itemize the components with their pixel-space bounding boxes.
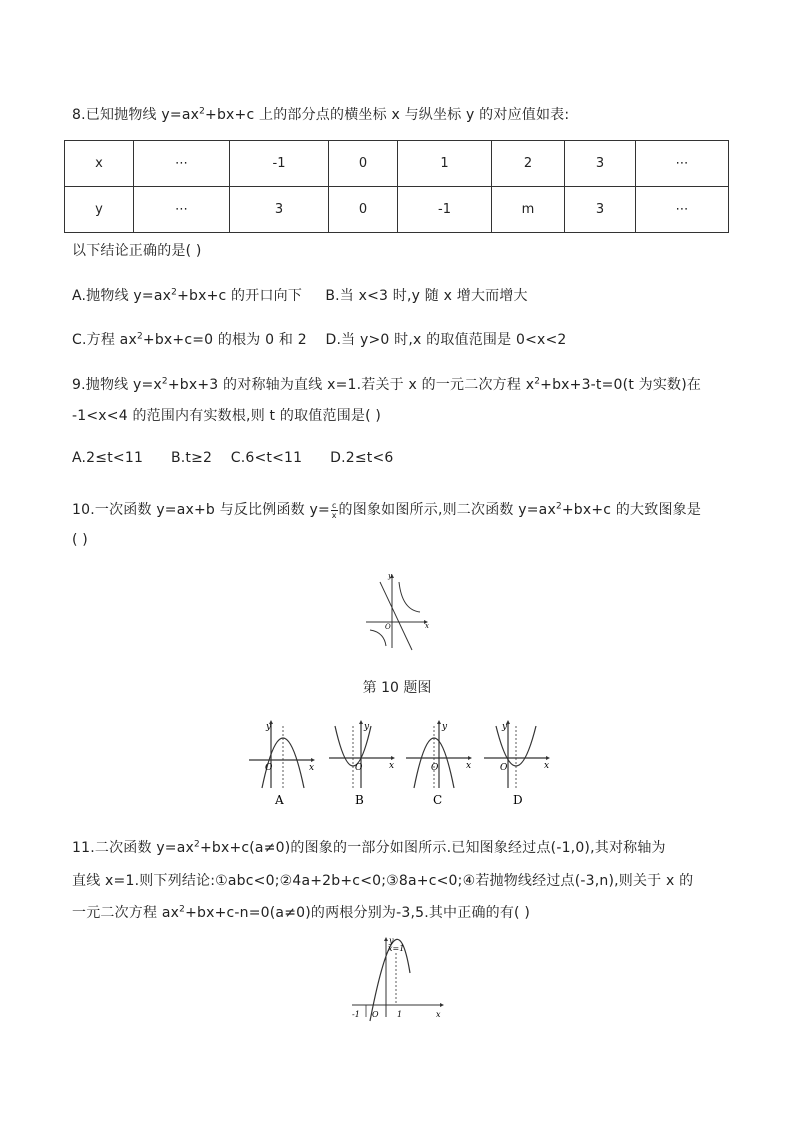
table-cell: m [492, 187, 565, 233]
neg-one-label: -1 [352, 1010, 360, 1019]
q9-stem-line1: 9.抛物线 $y=x^2+bx+3$ 的对称轴为直线 x=1.若关于 x 的一元二次方程 $x^2+bx+3-t=0(t$ 为实数)在 [72, 376, 702, 393]
x-axis-arrow [440, 1003, 444, 1007]
q10-option-c-graph [402, 718, 482, 808]
q8-option-a: A.抛物线 $y=ax^2+bx+c$ 的开口向下 [72, 287, 303, 304]
hyperbola-branch-q1 [399, 582, 420, 612]
option-b-label: B [355, 793, 364, 807]
svg-text:y: y [502, 722, 508, 732]
q8-value-table [64, 140, 729, 233]
option-d-label: D [513, 793, 523, 807]
q10-figure-caption: 第 10 题图 [362, 680, 432, 696]
q8-stem: 8.已知抛物线 $y=ax^2+bx+c$ 上的部分点的横坐标 x 与纵坐标 y 的对应值如表: [72, 106, 570, 123]
axis-y-label: y [389, 936, 394, 945]
table-cell: ⋯ [636, 187, 729, 233]
q10-stem-line1: 10.一次函数 y=ax+b 与反比例函数 y= $\frac{c}{x}$ 的图象如图所示,则二次函数 $y=ax^2+bx+c$ 的大致图象是 [72, 500, 702, 520]
q8-option-c: C.方程 $ax^2+bx+c=0$ 的根为 0 和 2 [72, 331, 307, 348]
q11-stem-line3: 一元二次方程 $ax^2+bx+c-n=0(a\ne 0)$的两根分别为-3,5.其中正确的有( ) [72, 904, 531, 921]
q8-options-cd [72, 329, 567, 349]
origin-label: O [385, 623, 391, 631]
table-cell: 2 [492, 141, 565, 187]
svg-text:O: O [500, 763, 508, 773]
table-cell: -1 [230, 141, 329, 187]
q10-option-d-graph [480, 718, 560, 808]
table-cell: 3 [565, 141, 636, 187]
table-row [65, 141, 729, 187]
q11-figure [350, 935, 450, 1025]
q8-options-ab [72, 285, 528, 305]
axis-x-label: x [436, 1010, 441, 1019]
table-cell: 3 [565, 187, 636, 233]
q8-option-d: D.当 y>0 时,x 的取值范围是 0<x<2 [325, 332, 567, 348]
table-cell: x [65, 141, 134, 187]
symmetry-label: x=1 [388, 944, 405, 953]
axis-x-label: x [425, 622, 429, 630]
svg-text:x: x [544, 761, 550, 771]
q8-option-b: B.当 x<3 时,y 随 x 增大而增大 [325, 288, 528, 304]
svg-text:O: O [431, 763, 439, 773]
svg-text:x: x [466, 761, 472, 771]
q10-figure [362, 572, 432, 652]
q11-stem-line2: 直线 x=1.则下列结论:①abc<0;②4a+2b+c<0;③8a+c<0;④若抛物线经过点(-3,n),则关于 x 的 [72, 873, 694, 889]
option-c-label: C [433, 793, 443, 807]
svg-text:O: O [265, 763, 273, 773]
table-cell: 0 [329, 141, 398, 187]
option-a-label: A [275, 793, 284, 807]
table-cell: 1 [398, 141, 492, 187]
axis-y-label: y [388, 572, 392, 580]
table-cell: ⋯ [134, 141, 230, 187]
q9-stem-line2: -1<x<4 的范围内有实数根,则 t 的取值范围是( ) [72, 408, 382, 424]
table-cell: ⋯ [636, 141, 729, 187]
one-label: 1 [397, 1010, 403, 1019]
svg-text:x: x [389, 761, 395, 771]
q10-option-b-graph [325, 718, 405, 808]
fraction-c-over-x: $\frac{c}{x}$ [331, 500, 337, 520]
q8-prompt: 以下结论正确的是( ) [72, 243, 202, 259]
table-cell: y [65, 187, 134, 233]
table-cell: 3 [230, 187, 329, 233]
svg-text:x: x [309, 763, 315, 773]
y-axis-arrow [384, 937, 388, 941]
svg-text:y: y [364, 722, 370, 732]
table-cell: ⋯ [134, 187, 230, 233]
svg-text:y: y [442, 722, 448, 732]
origin-label: O [372, 1010, 379, 1019]
q10-stem-line2: ( ) [72, 532, 88, 548]
hyperbola-branch-q3 [370, 630, 386, 646]
table-cell: -1 [398, 187, 492, 233]
table-cell: 0 [329, 187, 398, 233]
svg-text:O: O [355, 763, 363, 773]
q9-options: A.2≤t<11 B.t≥2 C.6<t<11 D.2≤t<6 [72, 450, 394, 466]
svg-text:y: y [266, 722, 272, 732]
q11-stem-line1: 11.二次函数 $y=ax^2+bx+c(a\ne 0)$的图象的一部分如图所示.已知图象经过点(-1,0),其对称轴为 [72, 839, 666, 856]
q10-option-a-graph [245, 718, 325, 808]
table-row [65, 187, 729, 233]
